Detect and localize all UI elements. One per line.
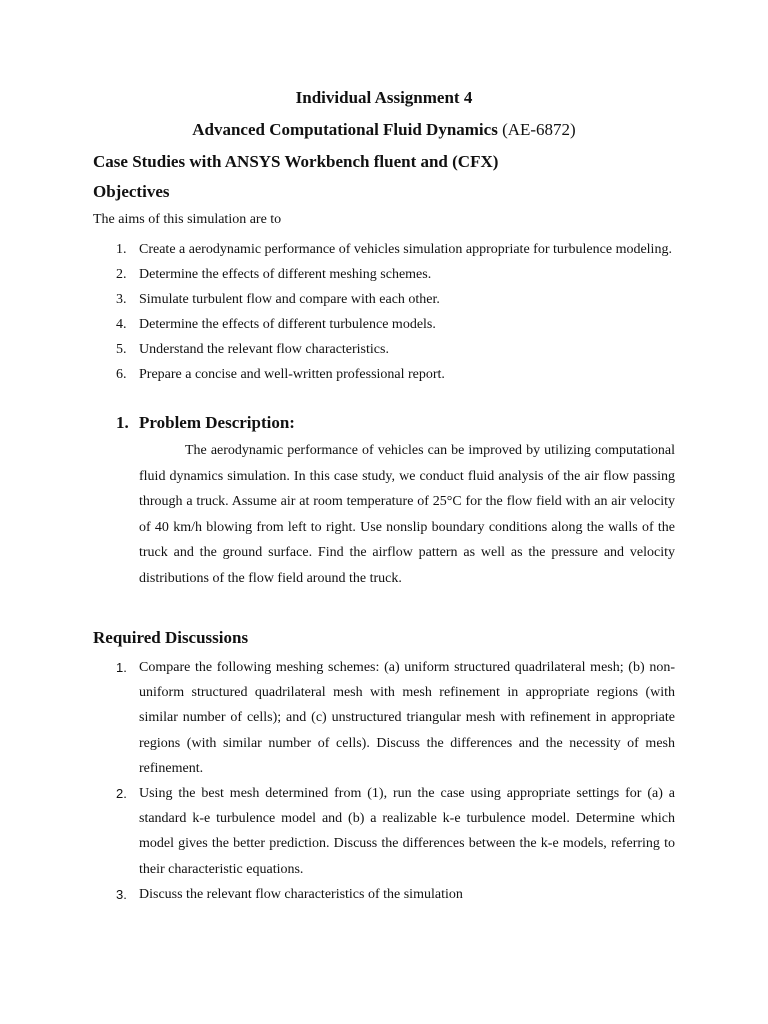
list-item (93, 312, 675, 337)
list-text: Determine the effects of different meshing schemes. (139, 267, 432, 282)
problem-description-text: The aerodynamic performance of vehicles can be improved by utilizing computational fluid dynamics simulation. In this case study, we conduct fluid analysis of the air flow passing through a truck. Assume air at room temperature of 25°C for the flow field with an air velocity of 40 km/h blowing from left to right. Use nonslip boundary conditions along the walls of the truck and the ground surface. Find the airflow pattern as well as the pressure and velocity distributions of the flow field around the truck. (139, 443, 675, 586)
list-text: Understand the relevant flow characteristics. (139, 342, 389, 357)
list-number: 1. (116, 242, 127, 257)
list-number: 5. (116, 342, 127, 357)
problem-description-heading (116, 413, 295, 433)
list-item (93, 882, 675, 907)
list-text: Discuss the relevant flow characteristics of the simulation (139, 886, 463, 902)
list-text: Create a aerodynamic performance of vehicles simulation appropriate for turbulence modeling. (139, 242, 672, 257)
list-text: Using the best mesh determined from (1), run the case using appropriate settings for (a) a standard k-e turbulence model and (b) a realizable k-e turbulence model. Determine which model gives the better prediction. Discuss the differences between the k-e models, referring to their characteristic equations. (139, 786, 675, 877)
list-text: Prepare a concise and well-written professional report. (139, 367, 445, 382)
list-text: Simulate turbulent flow and compare with each other. (139, 292, 440, 307)
assignment-title: Individual Assignment 4 (295, 88, 473, 107)
discussions-list (93, 655, 675, 907)
objectives-list (93, 237, 675, 387)
objectives-heading: Objectives (93, 182, 170, 201)
list-text: Determine the effects of different turbulence models. (139, 317, 436, 332)
list-number: 3. (116, 886, 127, 902)
list-item (93, 781, 675, 882)
section-title: Problem Description: (139, 413, 295, 432)
list-text: Compare the following meshing schemes: (a) uniform structured quadrilateral mesh; (b) non-uniform structured quadrilateral mesh with mesh refinement in appropriate regions (with similar number of cells); and (c) unstructured triangular mesh with refinement in appropriate regions (with similar number of cells). Discuss the differences and the necessity of mesh refinement. (139, 660, 675, 776)
list-number: 4. (116, 317, 127, 332)
course-code: (AE-6872) (502, 120, 576, 139)
list-number: 2. (116, 267, 127, 282)
list-item (93, 655, 675, 781)
course-name: Advanced Computational Fluid Dynamics (192, 120, 498, 139)
required-discussions-heading: Required Discussions (93, 628, 249, 647)
list-number: 2. (116, 786, 127, 802)
list-number: 3. (116, 292, 127, 307)
list-item (93, 287, 675, 312)
case-studies-heading: Case Studies with ANSYS Workbench fluent and (CFX) (93, 152, 499, 171)
list-number: 6. (116, 367, 127, 382)
list-number: 1. (116, 660, 127, 675)
list-item (93, 237, 675, 262)
course-title (0, 120, 768, 140)
list-item (93, 362, 675, 387)
list-item (93, 262, 675, 287)
objectives-intro: The aims of this simulation are to (93, 212, 282, 227)
section-number: 1. (116, 413, 129, 432)
list-item (93, 337, 675, 362)
